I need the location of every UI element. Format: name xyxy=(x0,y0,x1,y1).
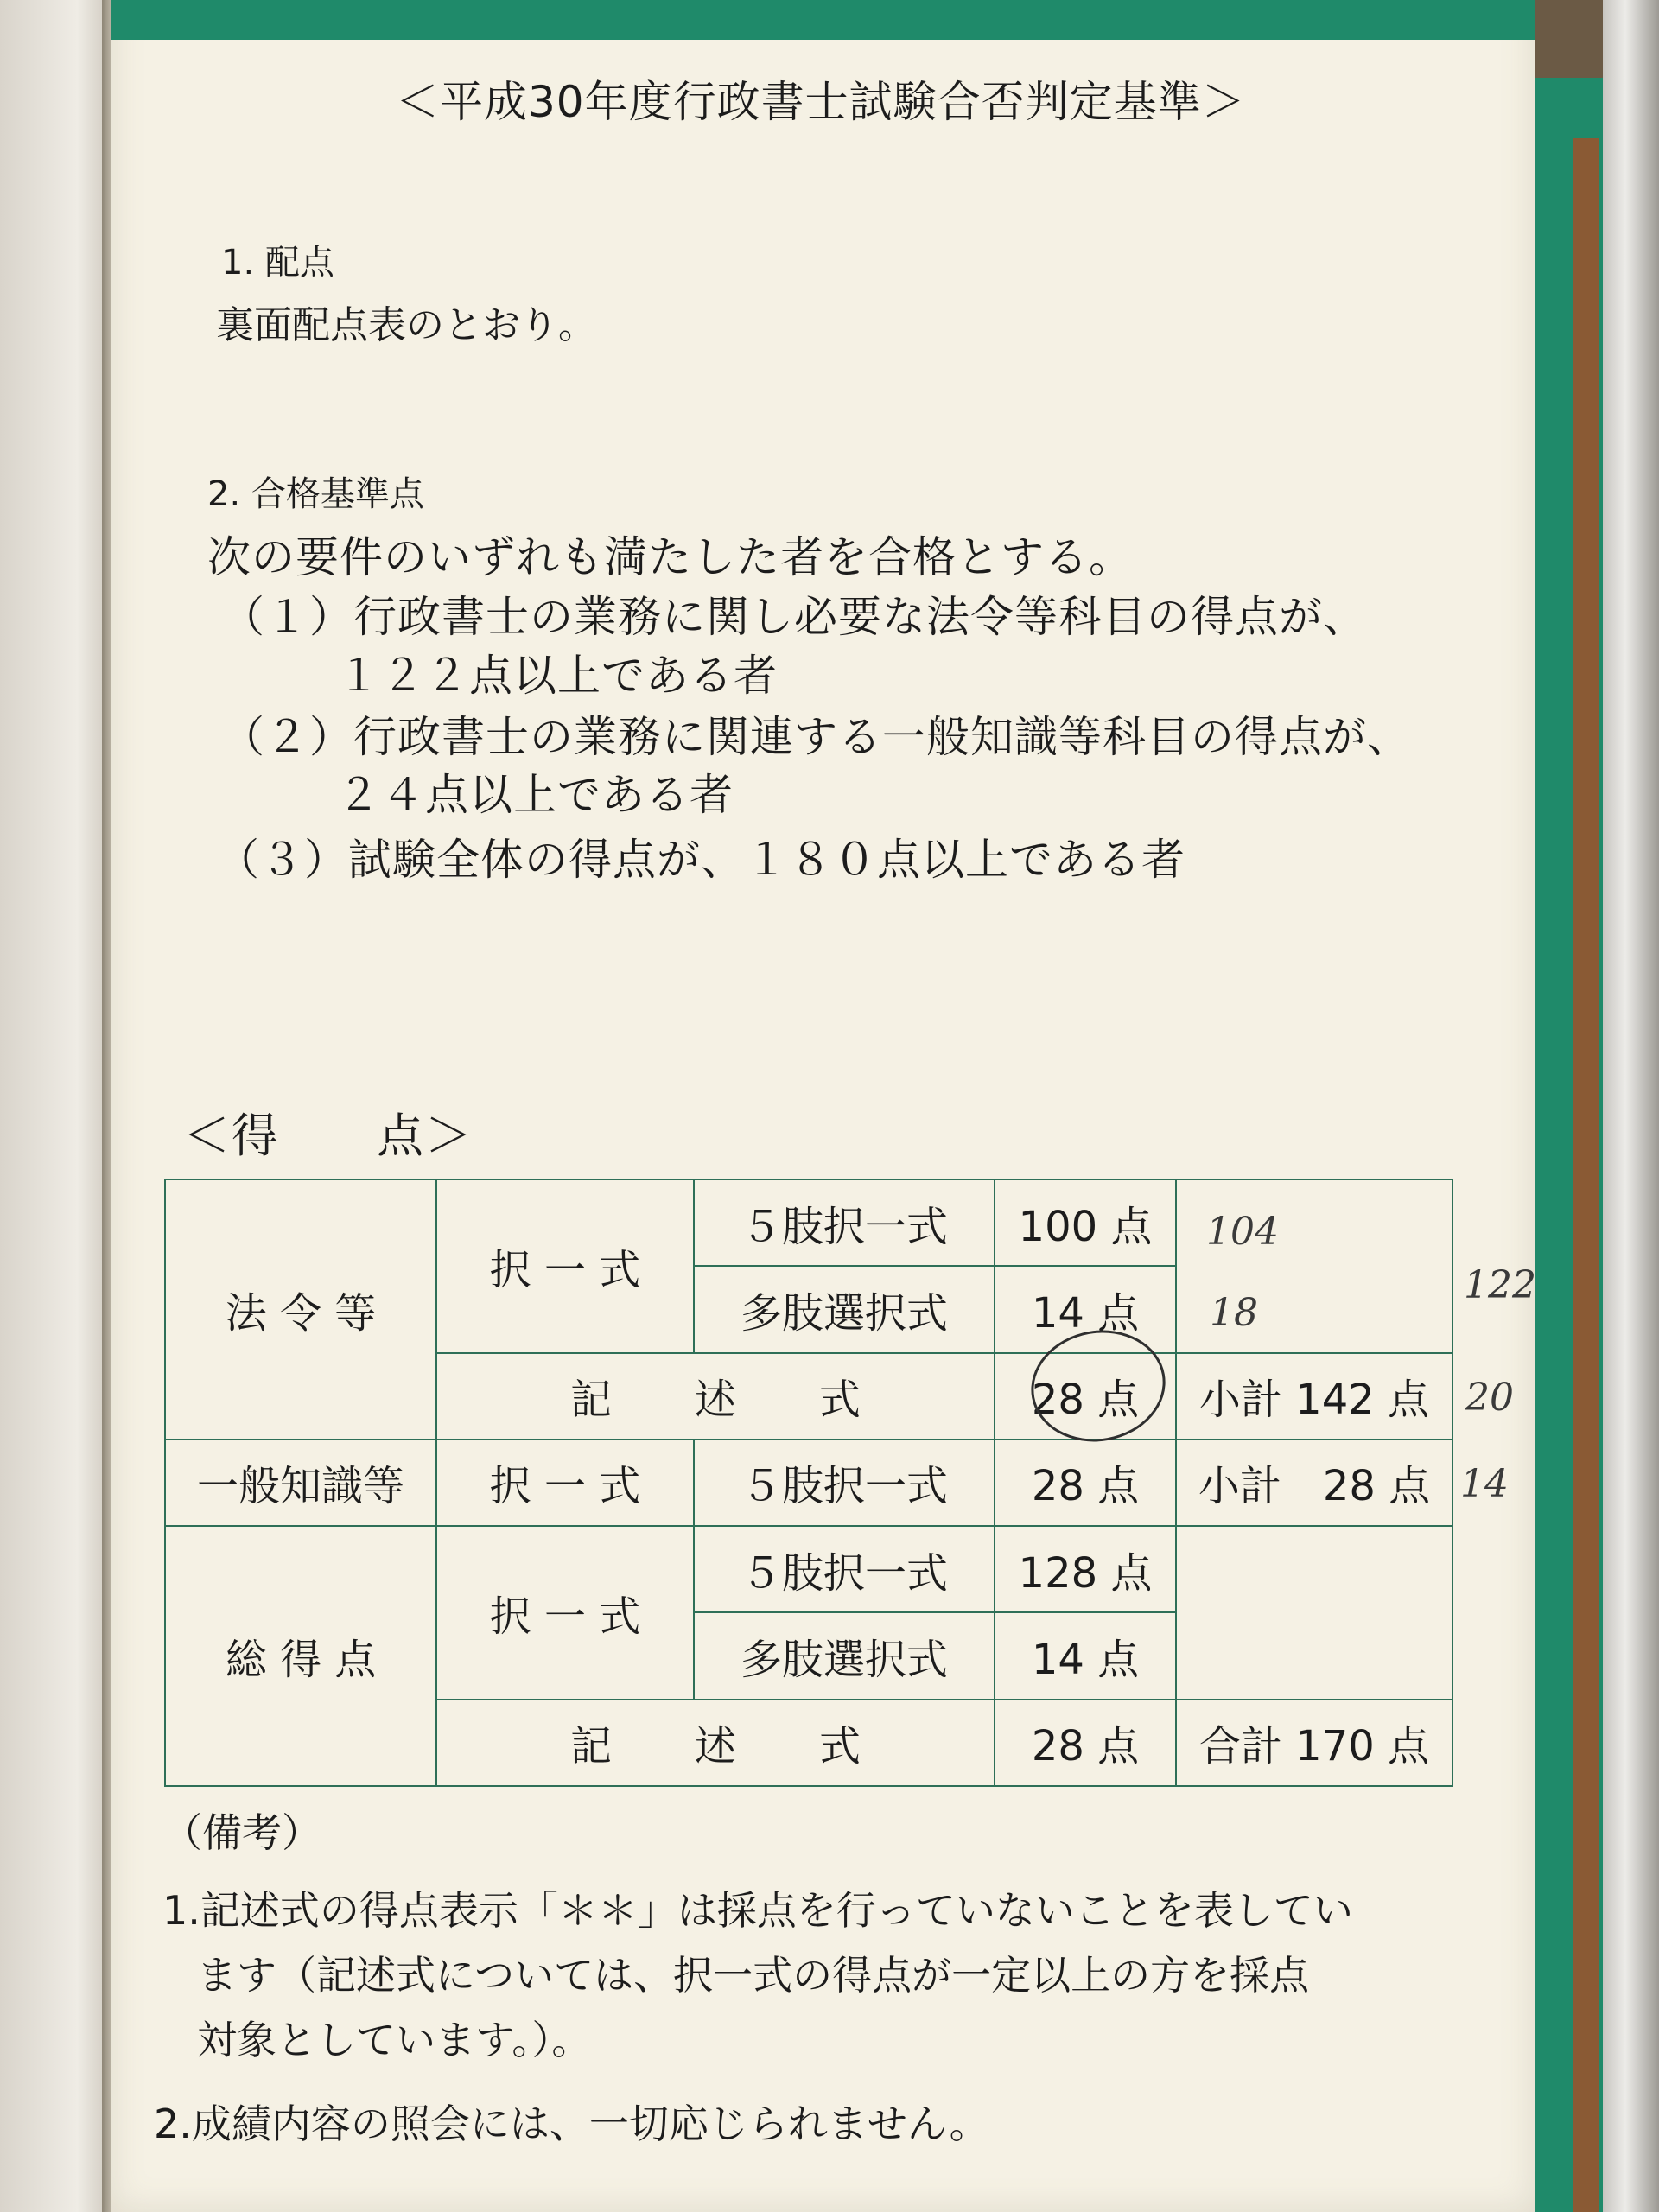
format-goshi: ５肢択一式 xyxy=(694,1179,995,1266)
requirement-2-line1: （２）行政書士の業務に関連する一般知識等科目の得点が、 xyxy=(221,712,1411,762)
points-cell: 128 点 xyxy=(995,1526,1176,1612)
format-takuitsu: 択 一 式 xyxy=(436,1526,694,1700)
note-1-line3: 対象としています。）。 xyxy=(197,2017,592,2063)
handwritten-104: 104 xyxy=(1206,1210,1279,1254)
note-1-line1: 1.記述式の得点表示「＊＊」は採点を行っていないことを表してい xyxy=(162,1887,1353,1934)
handwritten-18: 18 xyxy=(1210,1291,1258,1335)
note-2: 2.成績内容の照会には、一切応じられません。 xyxy=(154,2101,989,2147)
document-title: ＜平成30年度行政書士試験合否判定基準＞ xyxy=(396,77,1246,127)
page-stack-edge xyxy=(1573,138,1599,2212)
grand-total: 合計 170 点 xyxy=(1176,1700,1452,1786)
total-blank xyxy=(1176,1526,1452,1700)
format-tashi: 多肢選択式 xyxy=(694,1266,995,1352)
points-cell: 14 点 xyxy=(995,1612,1176,1699)
table-row xyxy=(165,1440,1452,1526)
score-heading: ＜得 点＞ xyxy=(183,1109,474,1163)
points-cell: 28 点 xyxy=(995,1353,1176,1440)
requirement-3-line1: （３）試験全体の得点が、１８０点以上である者 xyxy=(216,835,1185,885)
category-ippan: 一般知識等 xyxy=(165,1440,436,1526)
format-goshi: ５肢択一式 xyxy=(694,1526,995,1612)
left-page-edge xyxy=(0,0,111,2212)
handwritten-20: 20 xyxy=(1465,1376,1514,1420)
table-row xyxy=(165,1526,1452,1612)
points-cell: 28 点 xyxy=(995,1700,1176,1786)
note-1-line2: ます（記述式については、択一式の得点が一定以上の方を採点 xyxy=(197,1952,1310,1999)
right-cover-edge xyxy=(1603,0,1659,2212)
section1-body: 裏面配点表のとおり。 xyxy=(216,303,596,347)
section2-intro: 次の要件のいずれも満たした者を合格とする。 xyxy=(207,532,1133,582)
notes-heading: （備考） xyxy=(162,1809,321,1856)
page-content xyxy=(111,0,1535,2212)
category-sou: 総 得 点 xyxy=(165,1526,436,1786)
category-horei: 法 令 等 xyxy=(165,1179,436,1440)
handwritten-122: 122 xyxy=(1464,1263,1536,1307)
subtotal-horei: 小計 142 点 xyxy=(1176,1353,1452,1440)
document-page xyxy=(111,0,1535,2212)
format-kijutsu: 記 述 式 xyxy=(436,1353,995,1440)
format-tashi: 多肢選択式 xyxy=(694,1612,995,1699)
format-takuitsu: 択 一 式 xyxy=(436,1179,694,1353)
points-cell: 28 点 xyxy=(995,1440,1176,1526)
points-cell: 100 点 xyxy=(995,1179,1176,1266)
requirement-2-line2: ２４点以上である者 xyxy=(337,770,734,820)
requirement-1-line2: １２２点以上である者 xyxy=(337,651,778,701)
subtotal-ippan: 小計 28 点 xyxy=(1176,1440,1452,1526)
requirement-1-line1: （１）行政書士の業務に関し必要な法令等科目の得点が、 xyxy=(221,592,1367,642)
format-goshi: ５肢択一式 xyxy=(694,1440,995,1526)
points-cell: 14 点 xyxy=(995,1266,1176,1352)
format-takuitsu: 択 一 式 xyxy=(436,1440,694,1526)
score-table xyxy=(164,1179,1453,1787)
section2-heading: 2. 合格基準点 xyxy=(207,474,424,514)
section1-heading: 1. 配点 xyxy=(221,243,334,283)
handwritten-14: 14 xyxy=(1460,1462,1509,1506)
format-kijutsu: 記 述 式 xyxy=(436,1700,995,1786)
